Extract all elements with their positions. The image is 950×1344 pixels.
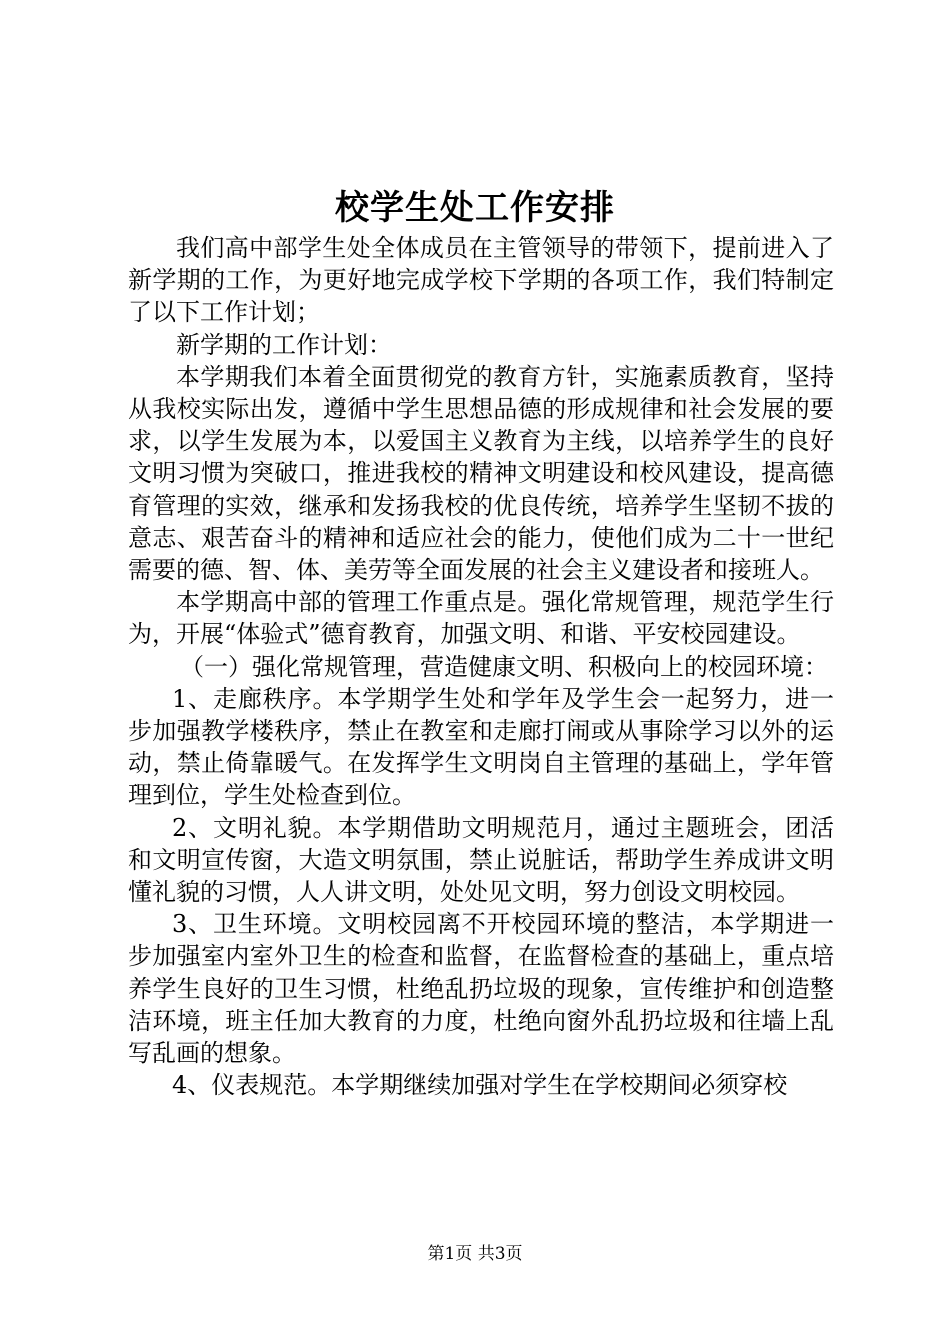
paragraph-plan-heading: 新学期的工作计划： [176, 330, 392, 359]
page-number-footer: 第1页 共3页 [427, 1244, 523, 1264]
paragraph-guiding-principles: 本学期我们本着全面贯彻党的教育方针，实施素质教育，坚持从我校实际出发，遵循中学生思想品德的形成规律和社会发展的要求，以学生发展为本，以爱国主义教育为主线，以培养学生的良好文明习惯为突破口，推进我校的精神文明建设和校风建设，提高德育管理的实效，继承和发扬我校的优良传统，培养学生坚韧不拔的意志、艰苦奋斗的精神和适应社会的能力，使他们成为二十一世纪需要的德、智、体、美劳等全面发展的社会主义建设者和接班人。 [128, 362, 834, 585]
paragraph-item-appearance: 4、仪表规范。本学期继续加强对学生在学校期间必须穿校 [172, 1071, 788, 1100]
paragraph-management-focus: 本学期高中部的管理工作重点是。强化常规管理，规范学生行为，开展“体验式”德育教育，加强文明、和谐、平安校园建设。 [128, 588, 834, 649]
paragraph-item-civility: 2、文明礼貌。本学期借助文明规范月，通过主题班会，团活和文明宣传窗，大造文明氛围，禁止说脏话，帮助学生养成讲文明懂礼貌的习惯，人人讲文明，处处见文明，努力创设文明校园。 [128, 813, 834, 907]
paragraph-intro: 我们高中部学生处全体成员在主管领导的带领下，提前进入了新学期的工作，为更好地完成学校下学期的各项工作，我们特制定了以下工作计划； [128, 234, 834, 327]
document-body [128, 232, 834, 1101]
paragraph-item-hygiene: 3、卫生环境。文明校园离不开校园环境的整洁，本学期进一步加强室内室外卫生的检查和监督，在监督检查的基础上，重点培养学生良好的卫生习惯，杜绝乱扔垃圾的现象，宣传维护和创造整洁环境，班主任加大教育的力度，杜绝向窗外乱扔垃圾和往墙上乱写乱画的想象。 [128, 910, 834, 1068]
paragraph-item-corridor-order: 1、走廊秩序。本学期学生处和学年及学生会一起努力，进一步加强教学楼秩序，禁止在教室和走廊打闹或从事除学习以外的运动，禁止倚靠暖气。在发挥学生文明岗自主管理的基础上，学年管理到位，学生处检查到位。 [128, 684, 834, 810]
document-title: 校学生处工作安排 [335, 188, 615, 228]
section-heading-routine-management: （一）强化常规管理，营造健康文明、积极向上的校园环境： [180, 652, 828, 681]
